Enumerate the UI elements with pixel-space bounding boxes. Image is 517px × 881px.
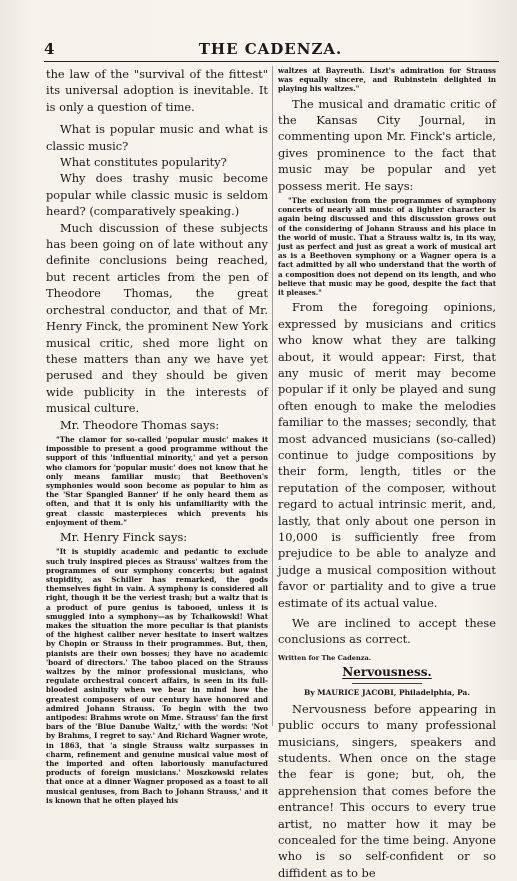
question-popularity: What constitutes popularity? [60,155,227,170]
paragraph-kansas-city: The musical and dramatic critic of the Kansas City Journal, in commenting upon Mr. Finck's article, gives prominence to the fact that music may be popular and yet possess merit. He says: [278,96,496,193]
paragraph-nervousness: Nervousness before appearing in public occurs to many professional musicians, singers, speakers and students. When once on the stage the fear is gone; but, oh, the apprehension that comes before the entrance! This occurs to every true artist, no matter how it may be concealed for the time being. Anyone who is so self-confident or so diffident as to be [278,701,496,880]
finck-quote: "It is stupidly academic and pedantic to exclude such truly inspired pieces as Strauss' waltzes from the programmes of our symphony concerts; but against stupidity, as Schiller has remarked, the gods themselves fight in vain. A symphony is considered all right, though it be the veriest trash; but a waltz that is a product of pure genius is tabooed, unless it is smuggled into a symphony—as by Tchaikowski! What makes the situation the more peculiar is that pianists of the highest caliber never hesitate to insert waltzes by Chopin or Strauss in their programmes. But, then, pianists are their own bosses; they have no academic 'board of directors.' The taboo placed on the Strauss waltzes by the minor professional musicians, who regulate orchestral concert affairs, is seen in its full-blooded asininity when we bear in mind how the greatest composers of our century have honored and admired Johann Strauss. To begin with the two antipodes: Brahms wrote on Mme. Strauss' fan the first bars of the 'Blue Danube Waltz,' with the words: 'Not by Brahms, I regret to say.' And Richard Wagner wrote, in 1863, that 'a single Strauss waltz surpasses in charm, refinement and genuine musical value most of the imported and often laboriously manufactured products of foreign musicians.' Moszkowski relates that once at a dinner Wagner proposed as a toast to all musical geniuses, from Bach to Johann Strauss,' and it is known that he often played his [46,547,268,805]
thomas-intro: Mr. Theodore Thomas says: [60,417,220,432]
finck-quote-continued: waltzes at Bayreuth. Liszt's admiration for Strauss was equally sincere, and Rubinstein delighted in playing his waltzes." [278,66,496,94]
column-divider [272,66,273,726]
running-header [44,40,497,62]
article-title: Nervousness. [342,664,432,679]
right-column [278,66,496,881]
paragraph-conclusions: We are inclined to accept these conclusions as correct. [278,616,496,647]
header-rule [44,61,499,62]
finck-intro: Mr. Henry Finck says: [60,529,188,544]
journal-title: THE CADENZA. [198,40,343,58]
left-column [46,66,268,805]
question-popular-music: What is popular music and what is classic music? [46,122,268,153]
thomas-quote: "The clamor for so-called 'popular music' makes it impossible to present a good programme without the support of this 'influential minority,' and yet a person who clamors for 'popular music' does not know that he only means familiar music; that Beethoven's symphonies would soon become as popular to him as the 'Star Spangled Banner' if he only heard them as often, and that it is only his unfamiliarity with the great classic masterpieces which prevents his enjoyment of them." [46,434,268,527]
kansas-city-quote: "The exclusion from the programmes of symphony concerts of nearly all music of a lighter character is again being discussed and this discussion grows out of the considering of Johann Strauss and his place in the world of music. That a Strauss waltz is, in its way, just as perfect and just as great a work of musical art as is a Beethoven symphony or a Wagner opera is a fact admitted by all who understand that the worth of a composition does not depend on its length, and who believe that music may be good, despite the fact that it pleases." [278,196,496,298]
question-trashy-music: Why does trashy music become popular while classic music is seldom heard? (comparatively speaking.) [46,171,268,219]
page-number: 4 [44,40,55,58]
byline: By MAURICE JACOBI, Philadelphia, Pa. [304,687,470,697]
paragraph-survival: the law of the "survival of the fittest" its universal adoption is inevitable. It is only a question of time. [46,67,268,114]
title-rule [352,683,422,684]
written-for-line: Written for The Cadenza. [278,653,372,662]
paragraph-discussion: Much discussion of these subjects has been going on of late without any definite conclusions being reached, but recent articles from the pen of Theodore Thomas, the great orchestral conductor, and that of Mr. Henry Finck, the prominent New York musical critic, shed more light on these matters than any we have yet perused and they should be given wide publicity in the interests of musical culture. [46,220,268,416]
paragraph-foregoing: From the foregoing opinions, expressed by musicians and critics who know what they are talking about, it would appear: First, that any music of merit may become popular if it only be played and sung often enough to make the melodies familiar to the masses; secondly, that most advanced musicians (so-called) continue to judge compositions by their form, length, titles or the reputation of the composer, without regard to actual intrinsic merit, and, lastly, that only about one person in 10,000 is sufficiently free from prejudice to be able to analyze and judge a musical composition without favor or partiality and to give a true estimate of its actual value. [278,300,496,610]
